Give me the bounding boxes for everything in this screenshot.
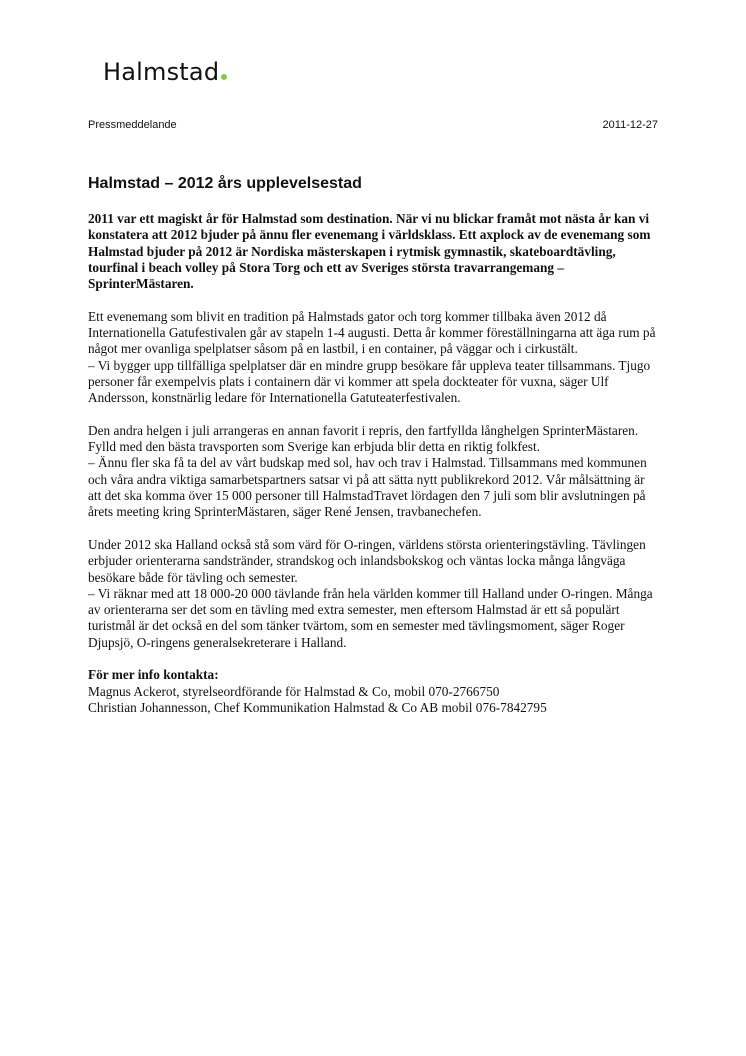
lead-paragraph: 2011 var ett magiskt år för Halmstad som destination. När vi nu blickar framåt mot nästa år kan vi konstatera att 2012 bjuder på ännu fler evenemang i världsklass. Ett axplock av de evenemang som Halmstad bjuder på 2012 är Nordiska mästerskapen i rytmisk gymnastik, skateboardtävling, tourfinal i beach volley på Stora Torg och ett av Sveriges största travarrangemang – SprinterMästaren.: [88, 211, 651, 292]
logo-dot-icon: [221, 74, 227, 80]
article-body: [88, 211, 660, 716]
document-date: 2011-12-27: [602, 119, 658, 131]
section-3-intro: Under 2012 ska Halland också stå som värd för O-ringen, världens största orienteringstävling. Tävlingen erbjuder orienterarna sandstränder, strandskog och inlandsbokskog och väntas locka många långväga besökare både för tävling och semester.: [88, 536, 646, 585]
page-title: Halmstad – 2012 års upplevelsestad: [88, 175, 362, 192]
contact-line: Magnus Ackerot, styrelseordförande för Halmstad & Co, mobil 070-2766750: [88, 683, 500, 699]
logo-text: Halmstad: [103, 58, 220, 86]
section-1-intro: Ett evenemang som blivit en tradition på Halmstads gator och torg kommer tillbaka även 2012 då Internationella Gatufestivalen går av stapeln 1-4 augusti. Detta år kommer föreställningarna att äga rum på något mer ovanliga spelplatser såsom på en lastbil, i en container, på väggar och i cirkustält.: [88, 308, 656, 357]
document-type: Pressmeddelande: [88, 119, 177, 131]
section-2-quote: – Ännu fler ska få ta del av vårt budskap med sol, hav och trav i Halmstad. Tillsammans med kommunen och våra andra viktiga samarbetspartners satsar vi på att sätta nytt publikrekord 2012. Vår målsättning är att det ska komma över 15 000 personer till HalmstadTravet lördagen den 7 juli som blir avslutningen på årets meeting kring SprinterMästaren, säger René Jensen, travbanechefen.: [88, 455, 647, 520]
halmstad-logo: [103, 58, 227, 88]
document-meta: [88, 119, 658, 131]
section-1-quote: – Vi bygger upp tillfälliga spelplatser där en mindre grupp besökare får uppleva teater tillsammans. Tjugo personer får exempelvis plats i containern där vi kommer att spela dockteater för vuxna, säger Ulf Andersson, konstnärlig ledare för Internationella Gatuteaterfestivalen.: [88, 357, 651, 406]
contact-heading: För mer info kontakta:: [88, 667, 219, 683]
section-3-quote: – Vi räknar med att 18 000-20 000 tävlande från hela världen kommer till Halland under O-ringen. Många av orienterarna ser det som en tävling med extra semester, men eftersom Halmstad är ett så populärt turistmål är det också en del som tänker tvärtom, som en semester med tävlingsmoment, säger Roger Djupsjö, O-ringens generalsekreterare i Halland.: [88, 585, 653, 650]
section-2-intro: Den andra helgen i juli arrangeras en annan favorit i repris, den fartfyllda långhelgen SprinterMästaren. Fylld med den bästa travsporten som Sverige kan erbjuda blir detta en riktig folkfest.: [88, 422, 639, 455]
contact-line: Christian Johannesson, Chef Kommunikation Halmstad & Co AB mobil 076-7842795: [88, 699, 547, 715]
